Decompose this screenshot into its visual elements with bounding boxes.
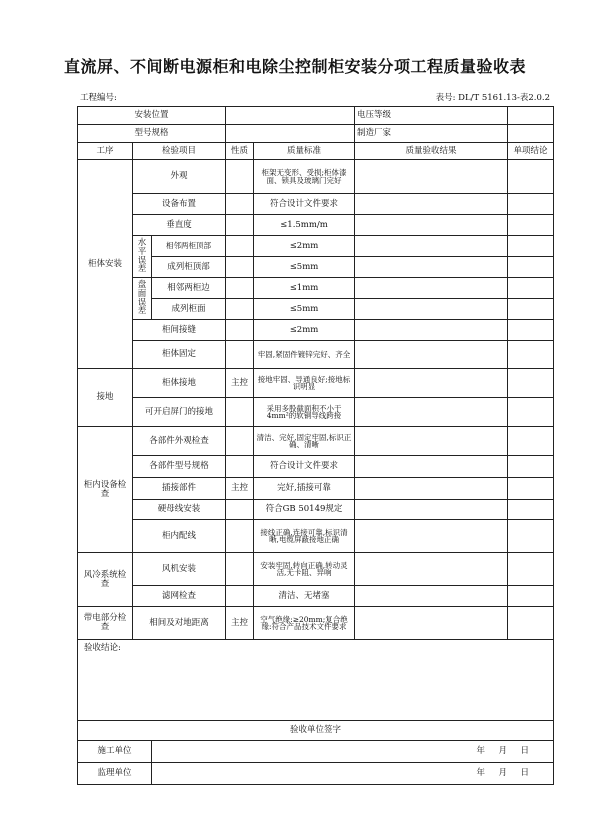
item-busbar: 硬母线安装 bbox=[133, 500, 226, 520]
item-fan: 风机安装 bbox=[133, 553, 226, 586]
model-spec-label: 型号规格 bbox=[78, 125, 226, 143]
std-vertical: ≤1.5mm/m bbox=[254, 215, 355, 236]
manufacturer-value[interactable] bbox=[508, 125, 554, 143]
item-door-ground: 可开启屏门的接地 bbox=[133, 398, 226, 427]
std-horiz-adjacent: ≤2mm bbox=[254, 236, 355, 257]
install-location-label: 安装位置 bbox=[78, 107, 226, 125]
col-conclusion: 单项结论 bbox=[508, 143, 554, 160]
result-cell[interactable] bbox=[355, 369, 508, 398]
item-vertical: 垂直度 bbox=[133, 215, 226, 236]
conclusion-cell[interactable] bbox=[508, 520, 554, 553]
result-cell[interactable] bbox=[355, 215, 508, 236]
std-parts-look: 清洁、完好,固定牢固,标识正确、清晰 bbox=[254, 427, 355, 456]
nature-cell bbox=[226, 278, 254, 299]
result-cell[interactable] bbox=[355, 160, 508, 194]
conclusion-cell[interactable] bbox=[508, 320, 554, 341]
form-no: 表号: DL/T 5161.13-表2.0.2 bbox=[435, 93, 550, 103]
conclusion-cell[interactable] bbox=[508, 278, 554, 299]
col-result: 质量验收结果 bbox=[355, 143, 508, 160]
date-month: 月 bbox=[498, 746, 507, 757]
signature-field[interactable] bbox=[152, 741, 554, 763]
date-day: 日 bbox=[520, 746, 530, 757]
std-wiring: 接线正确,连接可靠,标识清晰,电缆屏蔽接地正确 bbox=[254, 520, 355, 553]
signature-title: 验收单位签字 bbox=[78, 721, 554, 741]
group-cooling: 风冷系统检查 bbox=[78, 553, 133, 607]
item-layout: 设备布置 bbox=[133, 194, 226, 215]
conclusion-cell[interactable] bbox=[508, 553, 554, 586]
result-cell[interactable] bbox=[355, 341, 508, 369]
result-cell[interactable] bbox=[355, 398, 508, 427]
item-horiz-row: 成列柜顶部 bbox=[152, 257, 226, 278]
result-cell[interactable] bbox=[355, 520, 508, 553]
nature-distance: 主控 bbox=[226, 607, 254, 640]
result-cell[interactable] bbox=[355, 478, 508, 500]
std-plugs: 完好,插接可靠 bbox=[254, 478, 355, 500]
nature-cell bbox=[226, 553, 254, 586]
std-fixing: 牢固,紧固件镀锌完好、齐全 bbox=[254, 341, 355, 369]
voltage-level-label: 电压等级 bbox=[355, 107, 508, 125]
std-layout: 符合设计文件要求 bbox=[254, 194, 355, 215]
item-distance: 相间及对地距离 bbox=[133, 607, 226, 640]
conclusion-cell[interactable] bbox=[508, 194, 554, 215]
signature-field[interactable] bbox=[152, 763, 554, 785]
nature-cell bbox=[226, 215, 254, 236]
voltage-level-value[interactable] bbox=[508, 107, 554, 125]
std-fan: 安装牢固,转向正确,转动灵活,无卡阻、异响 bbox=[254, 553, 355, 586]
item-horiz-adjacent: 相邻两柜顶部 bbox=[152, 236, 226, 257]
result-cell[interactable] bbox=[355, 456, 508, 478]
conclusion-cell[interactable] bbox=[508, 160, 554, 194]
conclusion-cell[interactable] bbox=[508, 478, 554, 500]
date-month: 月 bbox=[498, 768, 507, 779]
nature-cab-ground: 主控 bbox=[226, 369, 254, 398]
std-busbar: 符合GB 50149规定 bbox=[254, 500, 355, 520]
col-process: 工序 bbox=[78, 143, 133, 160]
nature-cell bbox=[226, 456, 254, 478]
conclusion-label: 验收结论: bbox=[84, 643, 121, 653]
result-cell[interactable] bbox=[355, 236, 508, 257]
nature-cell bbox=[226, 194, 254, 215]
result-cell[interactable] bbox=[355, 427, 508, 456]
conclusion-cell[interactable] bbox=[508, 456, 554, 478]
col-nature: 性质 bbox=[226, 143, 254, 160]
std-gap: ≤2mm bbox=[254, 320, 355, 341]
item-parts-model: 各部件型号规格 bbox=[133, 456, 226, 478]
face-error-label: 盘面误差 bbox=[133, 278, 152, 320]
nature-cell bbox=[226, 427, 254, 456]
result-cell[interactable] bbox=[355, 607, 508, 640]
std-distance: 空气绝缘:≥20mm;复合绝缘:符合产品技术文件要求 bbox=[254, 607, 355, 640]
std-appearance: 柜架无变形、受损;柜体漆面、锁具及玻璃门完好 bbox=[254, 160, 355, 194]
conclusion-cell[interactable] bbox=[508, 299, 554, 320]
nature-cell bbox=[226, 299, 254, 320]
date-year: 年 bbox=[476, 768, 485, 779]
project-no-label: 工程编号: bbox=[80, 93, 117, 103]
model-spec-value[interactable] bbox=[226, 125, 355, 143]
item-plugs: 插接部件 bbox=[133, 478, 226, 500]
std-face-adjacent: ≤1mm bbox=[254, 278, 355, 299]
install-location-value[interactable] bbox=[226, 107, 355, 125]
conclusion-cell[interactable] bbox=[508, 500, 554, 520]
group-internal: 柜内设备检查 bbox=[78, 427, 133, 553]
nature-plugs: 主控 bbox=[226, 478, 254, 500]
manufacturer-label: 制造厂家 bbox=[355, 125, 508, 143]
std-horiz-row: ≤5mm bbox=[254, 257, 355, 278]
item-face-adjacent: 相邻两柜边 bbox=[152, 278, 226, 299]
std-filter: 清洁、无堵塞 bbox=[254, 586, 355, 607]
item-cab-ground: 柜体接地 bbox=[133, 369, 226, 398]
signer-unit: 监理单位 bbox=[78, 763, 152, 785]
result-cell[interactable] bbox=[355, 586, 508, 607]
item-parts-look: 各部件外观检查 bbox=[133, 427, 226, 456]
group-live-parts: 带电部分检查 bbox=[78, 607, 133, 640]
std-face-row: ≤5mm bbox=[254, 299, 355, 320]
conclusion-cell[interactable] bbox=[508, 257, 554, 278]
conclusion-cell[interactable] bbox=[508, 341, 554, 369]
result-cell[interactable] bbox=[355, 194, 508, 215]
conclusion-cell[interactable] bbox=[508, 236, 554, 257]
nature-cell bbox=[226, 398, 254, 427]
conclusion-cell[interactable] bbox=[508, 427, 554, 456]
item-gap: 柜间接缝 bbox=[133, 320, 226, 341]
item-wiring: 柜内配线 bbox=[133, 520, 226, 553]
conclusion-box[interactable] bbox=[78, 640, 554, 721]
col-standard: 质量标准 bbox=[254, 143, 355, 160]
conclusion-cell[interactable] bbox=[508, 607, 554, 640]
nature-cell bbox=[226, 500, 254, 520]
nature-cell bbox=[226, 520, 254, 553]
std-parts-model: 符合设计文件要求 bbox=[254, 456, 355, 478]
result-cell[interactable] bbox=[355, 299, 508, 320]
item-fixing: 柜体固定 bbox=[133, 341, 226, 369]
result-cell[interactable] bbox=[355, 257, 508, 278]
date-year: 年 bbox=[476, 746, 485, 757]
conclusion-cell[interactable] bbox=[508, 398, 554, 427]
item-face-row: 成列柜面 bbox=[152, 299, 226, 320]
nature-cell bbox=[226, 586, 254, 607]
nature-cell bbox=[226, 236, 254, 257]
group-grounding: 接地 bbox=[78, 369, 133, 427]
signer-unit: 施工单位 bbox=[78, 741, 152, 763]
result-cell[interactable] bbox=[355, 553, 508, 586]
item-filter: 滤网检查 bbox=[133, 586, 226, 607]
nature-cell bbox=[226, 341, 254, 369]
conclusion-cell[interactable] bbox=[508, 586, 554, 607]
date-day: 日 bbox=[520, 768, 530, 779]
item-appearance: 外观 bbox=[133, 160, 226, 194]
col-item: 检验项目 bbox=[133, 143, 226, 160]
result-cell[interactable] bbox=[355, 320, 508, 341]
conclusion-cell[interactable] bbox=[508, 369, 554, 398]
page-title: 直流屏、不间断电源柜和电除尘控制柜安装分项工程质量验收表 bbox=[63, 57, 526, 76]
conclusion-cell[interactable] bbox=[508, 215, 554, 236]
acceptance-table bbox=[77, 106, 554, 785]
nature-cell bbox=[226, 320, 254, 341]
nature-cell bbox=[226, 160, 254, 194]
result-cell[interactable] bbox=[355, 278, 508, 299]
result-cell[interactable] bbox=[355, 500, 508, 520]
group-cabinet-install: 柜体安装 bbox=[78, 160, 133, 369]
horiz-error-label: 水平误差 bbox=[133, 236, 152, 278]
std-cab-ground: 接地牢固、导通良好;接地标识明显 bbox=[254, 369, 355, 398]
nature-cell bbox=[226, 257, 254, 278]
std-door-ground: 采用多股截面积不小于4mm²的软铜导线跨接 bbox=[254, 398, 355, 427]
